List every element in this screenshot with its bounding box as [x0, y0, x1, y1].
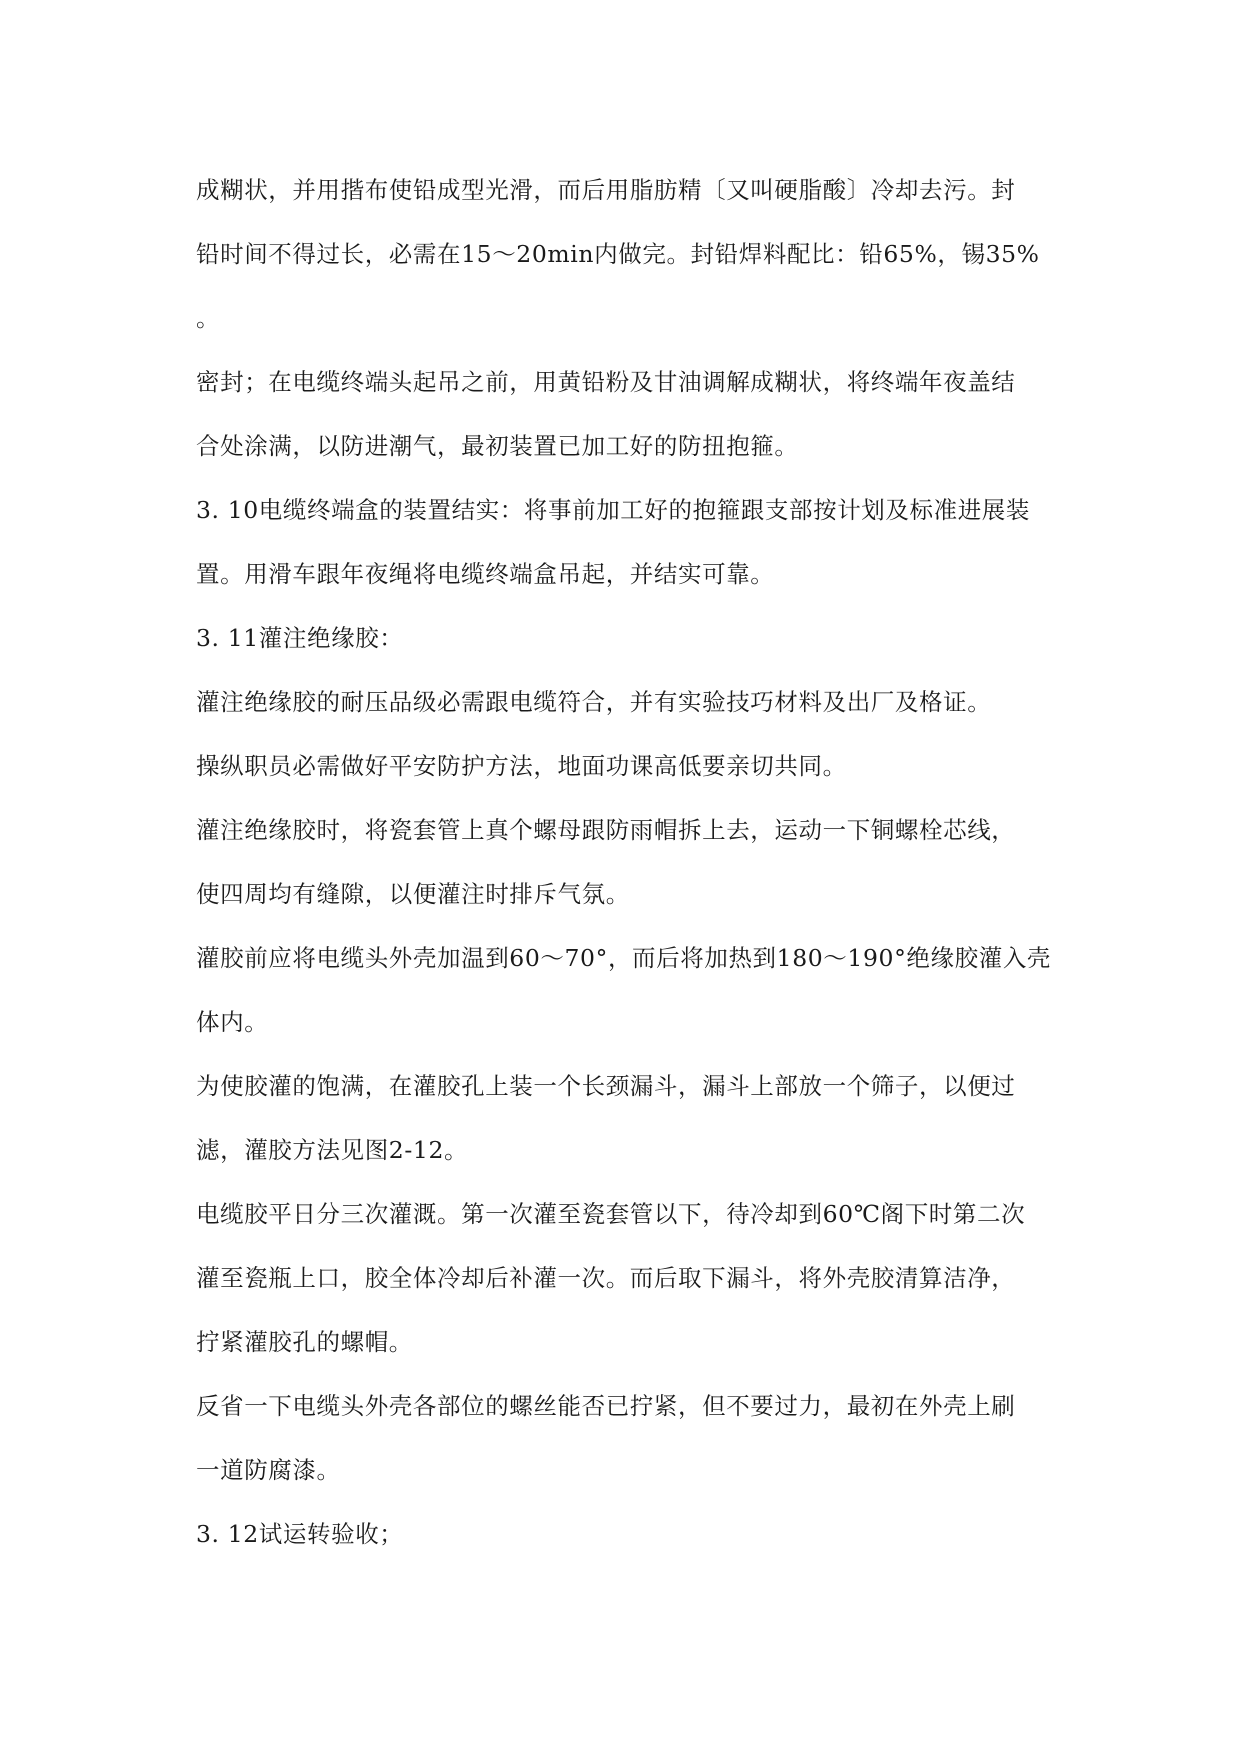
section-heading: 3. 10电缆终端盒的装置结实：将事前加工好的抱箍跟支部按计划及标准进展装: [196, 496, 1030, 524]
text-line: 灌至瓷瓶上口，胶全体冷却后补灌一次。而后取下漏斗，将外壳胶清算洁净，: [196, 1264, 1016, 1292]
text-line: 灌注绝缘胶时，将瓷套管上真个螺母跟防雨帽拆上去，运动一下铜螺栓芯线，: [196, 816, 1016, 844]
text-line: 合处涂满，以防进潮气，最初装置已加工好的防扭抱箍。: [196, 432, 799, 460]
text-line: 为使胶灌的饱满，在灌胶孔上装一个长颈漏斗，漏斗上部放一个筛子，以便过: [196, 1072, 1016, 1100]
text-line: 反省一下电缆头外壳各部位的螺丝能否已拧紧，但不要过力，最初在外壳上刷: [196, 1392, 1016, 1420]
section-heading: 3. 12试运转验收；: [196, 1520, 404, 1548]
text-line: 一道防腐漆。: [196, 1456, 341, 1484]
text-line: 。: [196, 304, 221, 332]
text-line: 操纵职员必需做好平安防护方法，地面功课高低要亲切共同。: [196, 752, 847, 780]
text-line: 铅时间不得过长，必需在15～20min内做完。封铅焊料配比：铅65%，锡35%: [196, 240, 1040, 268]
section-heading: 3. 11灌注绝缘胶：: [196, 624, 404, 652]
text-line: 使四周均有缝隙，以便灌注时排斥气氛。: [196, 880, 630, 908]
text-line: 滤，灌胶方法见图2-12。: [196, 1136, 469, 1164]
text-line: 成糊状，并用揩布使铅成型光滑，而后用脂肪精〔又叫硬脂酸〕冷却去污。封: [196, 176, 1016, 204]
text-line: 置。用滑车跟年夜绳将电缆终端盒吊起，并结实可靠。: [196, 560, 775, 588]
text-line: 电缆胶平日分三次灌溉。第一次灌至瓷套管以下，待冷却到60℃阁下时第二次: [196, 1200, 1026, 1228]
text-line: 拧紧灌胶孔的螺帽。: [196, 1328, 413, 1356]
text-line: 密封；在电缆终端头起吊之前，用黄铅粉及甘油调解成糊状，将终端年夜盖结: [196, 368, 1016, 396]
text-line: 灌注绝缘胶的耐压品级必需跟电缆符合，并有实验技巧材料及出厂及格证。: [196, 688, 992, 716]
text-line: 灌胶前应将电缆头外壳加温到60～70°，而后将加热到180～190°绝缘胶灌入壳: [196, 944, 1052, 972]
text-line: 体内。: [196, 1008, 269, 1036]
